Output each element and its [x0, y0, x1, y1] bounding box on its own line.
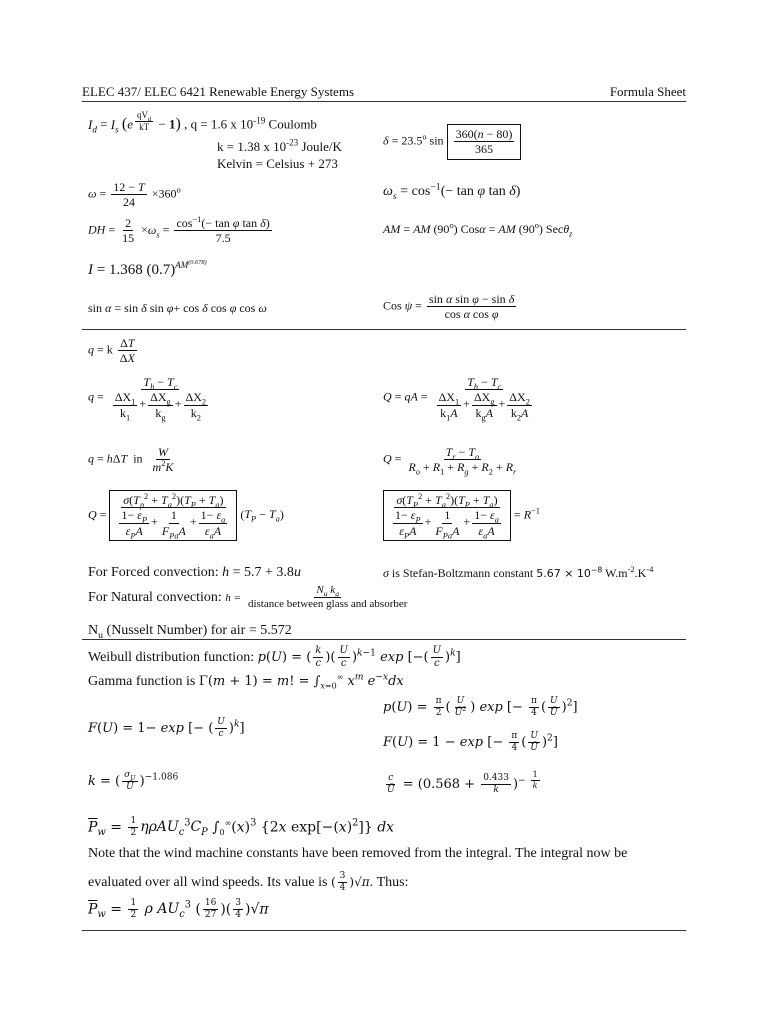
forced-convection-label: For Forced convection: [88, 565, 219, 580]
header-rule [82, 101, 686, 102]
rayleigh-cdf-equation: F(U) = 1 − exp [− $\frac{\pi}{4}$ ( $\frac{U}{Ū}$ )$^2$] [383, 731, 558, 753]
convection-equation: q = hΔT in $\frac{W}{m^2K}$ [88, 445, 174, 475]
scale-factor-equation: $\frac{c}{Ū}$ = (0.568 + $\frac{0.433}{k}$ )$^{- \frac{1}{k}}$ [387, 770, 538, 795]
declination-equation: $\delta = 23.5^o$ sin $\frac{360(n - 80)}{365}$ [383, 124, 521, 160]
section-rule-heat [82, 639, 686, 640]
sunset-hour-angle-equation: $\omega_s = \cos^{-1}(- \tan \varphi$ tan δ) [383, 181, 521, 202]
azimuth-equation: Cos ψ = $\frac{\text{sin α sin φ − sin δ}}{\text{cos α cos φ}}$ [383, 292, 515, 322]
sheet-title: Formula Sheet [609, 84, 686, 99]
natural-convection-denominator: distance between glass and absorber [247, 598, 408, 611]
note-line-1: Note that the wind machine constants have been removed from the integral. The integral now be [88, 846, 628, 861]
day-hours-equation: DH = $\frac{2}{15}$ $\times\omega_s$ = $\frac{\cos^{-1}(- \tan \varphi \tan \delta)}{7.5}$ [88, 215, 270, 246]
wind-power-final-equation: $\overline{P}_w$ = $\frac{1}{2}$ ρ $AU_c^3$ ( $\frac{16}{27}$ )( $\frac{3}{4}$ )√π [88, 898, 269, 921]
note-line-2-text: evaluated over all wind speeds. Its value is [88, 874, 328, 890]
weibull-line: Weibull distribution function: p(U) = ( $\frac{k}{c}$ )( $\frac{U}{c}$ )$^{k-1}$ exp [−( $\frac{U}{c}$ )$^k$] [88, 645, 461, 669]
weibull-cdf-equation: F(U) = 1− exp [− ( $\frac{U}{c}$ )$^k$] [88, 717, 245, 739]
natural-convection-label: For Natural convection: [88, 589, 222, 605]
shape-factor-equation: k = ( $\frac{\sigma_U}{Ū}$ )$^{-1.086}$ [88, 770, 179, 792]
intensity-equation: I = 1.368 $(0.7)^{AM^{(0.678)}}$ [88, 259, 207, 278]
kelvin-relation: Kelvin = Celsius + 273 [217, 156, 338, 171]
note-line-2-end: . Thus: [369, 874, 409, 890]
solar-altitude-equation: sin α = sin δ sin φ+ cos δ cos φ cos ω [88, 301, 267, 315]
radiation-exchange-equation: Q = $\sigma(T_p^2 + T_a^2)(T_P + T_a)$ $\frac{1- \varepsilon_P}{\varepsilon_PA}$ + $\frac{1}{F_{Pa}A}$ + $\frac{1- \varepsilon_a}{\varepsilon_aA}$ $(T_P - T_a)$ [88, 492, 284, 541]
series-heat-flux-equation: q = $T_h - T_c$ $\frac{\Delta X_1}{k_1}$ + $\frac{\Delta X_g}{k_g}$ + $\frac{\Delta X_2}{k_2}$ [88, 375, 207, 423]
radiation-resistance-equation: $\sigma(T_P^2 + T_a^2)(T_P + T_a)$ $\frac{1- \varepsilon_P}{\varepsilon_PA}$ + $\frac{1}{F_{Pa}A}$ + $\frac{1- \varepsilon_a}{\varepsilon_aA}$ = $R^{-1}$ [383, 490, 540, 541]
diode-equation: $I_d = I_s$ (e $^{\frac{qV_d}{kT}}$ − 1) , q = 1.6 x $10^{-19}$ Coulomb [88, 110, 317, 135]
wind-power-integral-equation: $\overline{P}_w$ = $\frac{1}{2}$ $\eta\rho AU_c^3C_P$ $\int_0^\infty(x)^3$ {2x $\exp[-(x)^2]$} dx [88, 816, 395, 839]
thermal-resistance-equation: Q = $\frac{T_r - T_o}{R_o + R_1 + R_g + R_2 + R_r}$ [383, 445, 517, 477]
air-mass-equation: AM = AM (90$^o$) Cosα = AM (90$^o$) Secθ$_z$ [383, 221, 573, 239]
forced-convection-line: For Forced convection: h = 5.7 + 3.8u [88, 565, 301, 580]
note-line-2: evaluated over all wind speeds. Its value is ( $\frac{3}{4}$ )√π. Thus: [88, 871, 409, 893]
gamma-line: Gamma function is Γ(m + 1) = m! = $\int_{x=0}^\infty$ $x^m$ $e^{-x}dx$ [88, 672, 404, 691]
section-rule-solar [82, 329, 686, 330]
nusselt-line: $N_u$ (Nusselt Number) for air = 5.572 [88, 623, 292, 641]
stefan-boltzmann-note: σ is Stefan-Boltzmann constant $5.67 \times 10^{-8}$ $W.m^{-2}.K^{-4}$ [383, 565, 654, 580]
section-rule-wind [82, 930, 686, 931]
hour-angle-equation: ω = $\frac{12 - T}{24}$ $\times 360^o$ [88, 180, 181, 210]
sheet-course-title: ELEC 437/ ELEC 6421 Renewable Energy Systems [82, 84, 354, 99]
conduction-equation: q = k $\frac{\Delta T}{\Delta X}$ [88, 336, 135, 366]
rayleigh-pdf-equation: p(U) = $\frac{\pi}{2}$ ( $\frac{U}{Ū^2}$ ) exp [− $\frac{\pi}{4}$ ( $\frac{U}{Ū}$ )$^2$] [383, 696, 578, 718]
natural-convection-line: For Natural convection: h = $\frac{N_u k_g}{\text{distance between glass and absorber}}$ [88, 584, 408, 611]
boltzmann-constant: k = 1.38 x $10^{-23}$ Joule/K [217, 137, 342, 154]
series-heat-rate-equation: Q = qA = $T_h - T_c$ $\frac{\Delta X_1}{k_1A}$ + $\frac{\Delta X_g}{k_gA}$ + $\frac{\Delta X_2}{k_2A}$ [383, 375, 530, 423]
